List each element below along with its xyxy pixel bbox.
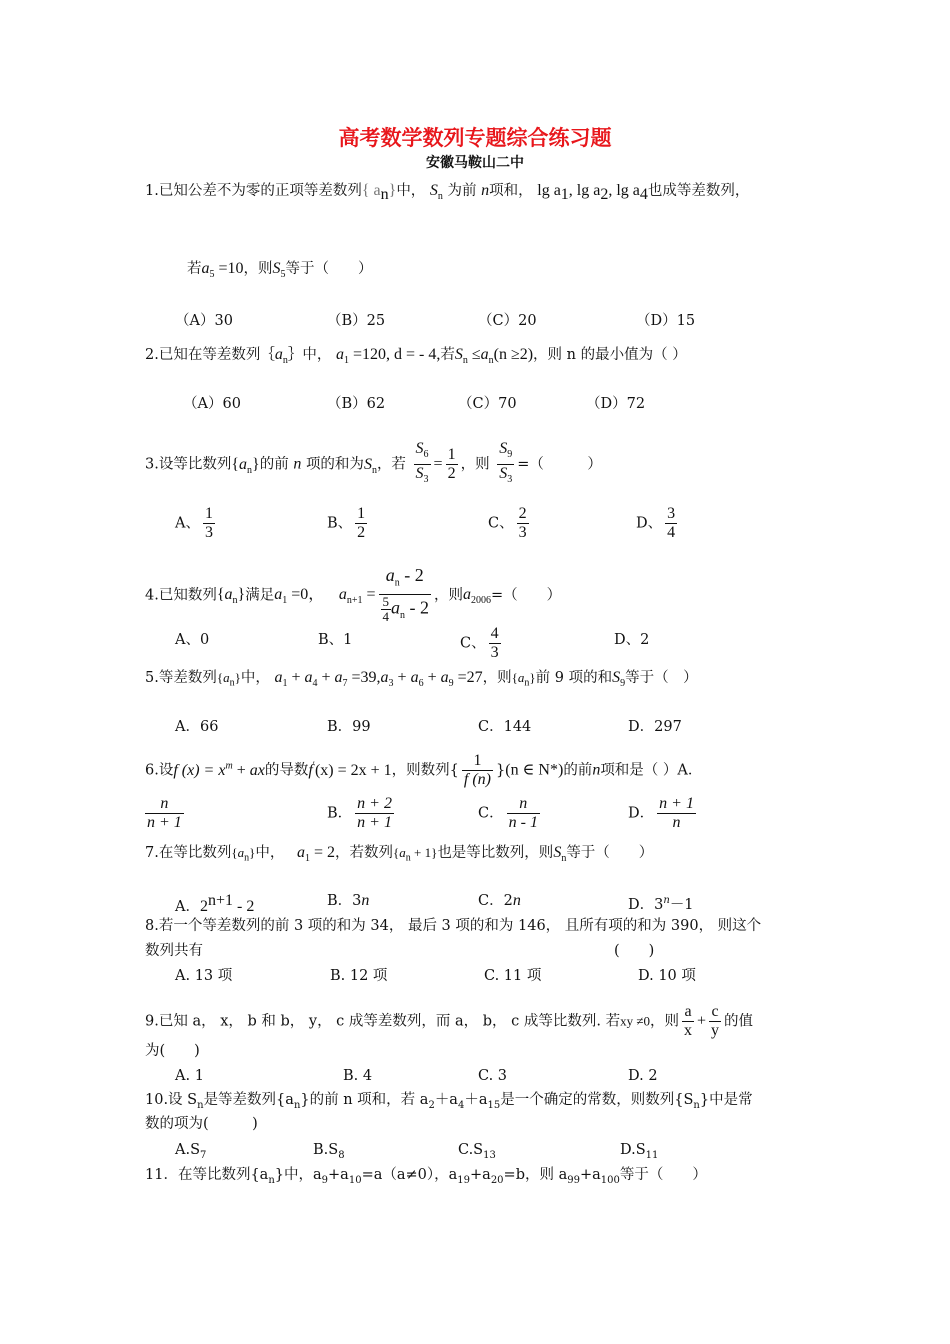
question-9-line-1: 9.已知 a， x， b 和 b， y， c 成等差数列，而 a， b， c 成等比数列. 若xy ≠0，则 $\frac{a}{x}$ + $\frac{c}{y}$ 的值	[145, 1003, 754, 1039]
q3-option-c: C、 $\frac{2}{3}$	[488, 505, 527, 541]
q4-option-b: B、1	[318, 632, 353, 648]
q1-option-d: （D）15	[636, 313, 696, 329]
q7-option-a: A．$2^{n+1} - 2$	[175, 892, 255, 915]
q4-option-c: C、 $\frac{4}{3}$	[460, 625, 499, 661]
q8-option-a: A. 13 项	[175, 968, 233, 984]
question-1-line-1: 1.已知公差不为零的正项等差数列{ $a_n$}中， $S_n$ 为前 n项和， $\lg a_1$, $\lg a_2$, $\lg a_4$也成等差数列，	[145, 182, 750, 203]
q1-option-c: （C）20	[478, 313, 537, 329]
question-9-line-2: 为( )	[145, 1043, 200, 1059]
q7-option-c: C．2n	[478, 892, 521, 909]
question-4-line: 4.已知数列$\{a_n\}$满足$a_1 =0$， $a_{n+1}$ = $a_n - 2$ $\frac{5}{4}$ $a_n - 2$ ，则$a_{2006}=$（ ）	[145, 565, 562, 624]
q2-option-a: （A）60	[183, 396, 241, 412]
q5-option-a: A．66	[175, 719, 219, 735]
q1-option-b: （B）25	[327, 313, 386, 329]
question-1-line-2: 若$a_5 =10$，则$S_5$等于（ ）	[187, 260, 373, 281]
q1-option-a: （A）30	[175, 313, 233, 329]
q4-option-d: D、2	[614, 632, 650, 648]
q5-option-b: B．99	[327, 719, 371, 735]
question-3-line: 3.设等比数列$\{a_n\}$的前 n 项的和为$S_n$，若 $\frac{S_6}{S_3}$ = $\frac{1}{2}$ ，则 $\frac{S_9}{S_3}$ =（ ）	[145, 440, 602, 486]
q10-option-b: $B.S_8$	[313, 1142, 345, 1161]
q3-option-b: B、 $\frac{1}{2}$	[327, 505, 366, 541]
question-5-line: 5.等差数列$\{a_n\}$中， $a_1 + a_4 + a_7 =39,a_3 + a_6 + a_9 =27$，则$\{a_n\}$前 9 项的和$S_9$等于（ ）	[145, 669, 698, 690]
q3-option-d: D、 $\frac{3}{4}$	[636, 505, 676, 541]
q8-option-b: B. 12 项	[330, 968, 388, 984]
q7-option-b: B．3n	[327, 892, 370, 909]
q8-option-d: D. 10 项	[638, 968, 696, 984]
question-11-line: 11．在等比数列$\{a_n\}$中，$a_9+a_{10}=a(a\ne 0)$，$a_{19}+a_{20}=b$，则 $a_{99}+a_{100}$等于（ ）	[145, 1167, 707, 1186]
q6-option-b: B． $\frac{n + 2}{n + 1}$	[327, 795, 392, 831]
q5-option-d: D．297	[628, 719, 682, 735]
q6-option-a: $\frac{n}{n + 1}$	[147, 795, 182, 831]
q10-option-d: $D.S_{11}$	[620, 1142, 659, 1161]
q7-option-d: D．$3^n-1$	[628, 895, 694, 913]
question-8-line-1: 8.若一个等差数列的前 3 项的和为 34， 最后 3 项的和为 146， 且所有项的和为 390， 则这个	[145, 918, 762, 934]
question-7-line: 7.在等比数列$\{a_n\}$中， $a_1 = 2$，若数列$\{a_n + 1\}$也是等比数列，则$S_n$等于（ ）	[145, 844, 654, 865]
q9-option-a: A. 1	[175, 1068, 204, 1084]
q8-option-c: C. 11 项	[484, 968, 542, 984]
page-title: 高考数学数列专题综合练习题	[338, 126, 612, 150]
question-8-line-2: 数列共有	[145, 943, 203, 959]
q6-option-c: C． $\frac{n}{n - 1}$	[478, 795, 538, 831]
q10-option-a: $A.S_7$	[175, 1142, 207, 1161]
q9-option-c: C. 3	[478, 1068, 508, 1084]
q6-option-d: D． $\frac{n + 1}{n}$	[628, 795, 694, 831]
question-10-line-1: 10.设 $S_n$是等差数列$\{a_n\}$的前 n 项和，若 $a_2+a_4+a_{15}$是一个确定的常数，则数列$\{S_n\}$中是常	[145, 1092, 753, 1111]
q2-option-c: （C）70	[458, 396, 517, 412]
q9-option-b: B. 4	[343, 1068, 373, 1084]
q10-option-c: $C.S_{13}$	[458, 1142, 496, 1161]
school-name: 安徽马鞍山二中	[426, 155, 524, 171]
q4-option-a: A、0	[175, 632, 210, 648]
question-2-line: 2.已知在等差数列$\{a_n\}$中， $a_1 =120$, d = - 4,若$S_n \le a_n(n \ge 2)$，则 n 的最小值为（ ）	[145, 346, 687, 367]
question-8-paren: ( )	[614, 943, 655, 959]
q9-option-d: D. 2	[628, 1068, 658, 1084]
q3-option-a: A、 $\frac{1}{3}$	[175, 505, 213, 541]
question-6-line: 6.设f $(x) = x^m$ + ax的导数f′(x) = 2x + 1，则数列{ $\frac{1}{f (n)}$ }(n ∈ N*)的前n项和是（ ）A．	[145, 752, 703, 788]
q5-option-c: C．144	[478, 719, 532, 735]
q2-option-b: （B）62	[327, 396, 386, 412]
q2-option-d: （D）72	[586, 396, 646, 412]
question-10-line-2: 数的项为( )	[145, 1116, 258, 1132]
